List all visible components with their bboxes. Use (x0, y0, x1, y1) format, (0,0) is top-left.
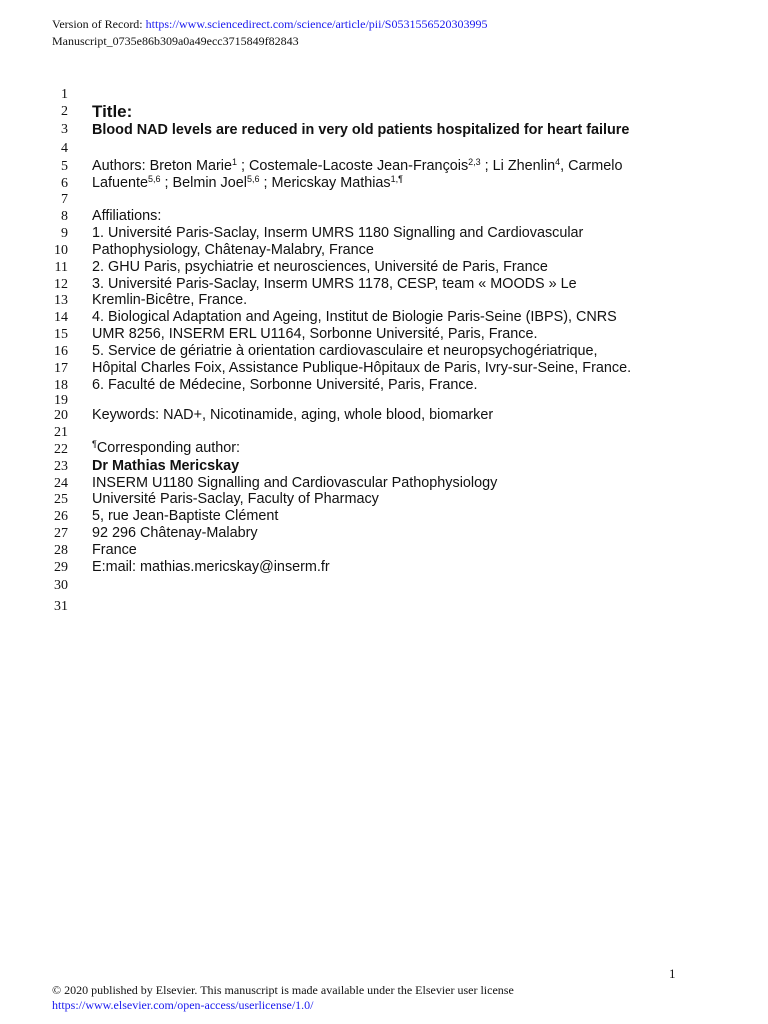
address-line: INSERM U1180 Signalling and Cardiovascular Pathophysiology (92, 475, 498, 491)
author-affiliation-sup: 5,6 (246, 174, 260, 184)
line-number: 10 (54, 243, 68, 258)
author-name: Mericskay Mathias (271, 175, 391, 191)
line-number: 5 (61, 159, 68, 174)
line-number: 20 (54, 408, 68, 423)
line-number: 15 (54, 327, 68, 342)
corresponding-mark: ¶ (92, 439, 97, 449)
line-number: 21 (54, 425, 68, 440)
author-separator: ; (160, 175, 173, 191)
line-number: 9 (61, 226, 68, 241)
author-name: Costemale-Lacoste Jean-François (249, 158, 469, 174)
line-number: 11 (54, 260, 68, 275)
address-line: 92 296 Châtenay-Malabry (92, 525, 258, 541)
keywords: Keywords: NAD+, Nicotinamide, aging, whole blood, biomarker (92, 407, 494, 423)
corresponding-author-label (92, 440, 240, 457)
author-affiliation-sup: 1 (231, 157, 237, 167)
line-number: 14 (54, 310, 68, 325)
affiliation-line: 6. Faculté de Médecine, Sorbonne Université, Paris, France. (92, 377, 478, 393)
line-number: 30 (54, 578, 68, 593)
author-affiliation-sup: 2,3 (468, 157, 481, 167)
line-number: 25 (54, 492, 68, 507)
corresponding-author-name: Dr Mathias Mericskay (92, 458, 240, 474)
address-line: Université Paris-Saclay, Faculty of Pharmacy (92, 491, 379, 507)
line-number: 26 (54, 509, 68, 524)
line-number: 12 (54, 277, 68, 292)
author-affiliation-sup: 4 (555, 157, 561, 167)
version-of-record-line (52, 17, 487, 31)
affiliation-line: 5. Service de gériatrie à orientation cardiovasculaire et neuropsychogériatrique, (92, 343, 598, 359)
affiliation-line: 3. Université Paris-Saclay, Inserm UMRS 1178, CESP, team « MOODS » Le (92, 276, 577, 292)
author-name: Belmin Joel (172, 175, 247, 191)
author-name: Breton Marie (149, 158, 232, 174)
author-separator: ; (237, 158, 249, 174)
line-number: 23 (54, 459, 68, 474)
line-number: 2 (61, 104, 68, 119)
line-number: 19 (54, 393, 68, 408)
line-number: 18 (54, 378, 68, 393)
authors-line-1 (92, 158, 622, 175)
address-line: France (92, 542, 137, 558)
line-number: 31 (54, 599, 68, 614)
affiliation-line: Hôpital Charles Foix, Assistance Publique-Hôpitaux de Paris, Ivry-sur-Seine, France. (92, 360, 632, 376)
line-number: 27 (54, 526, 68, 541)
affiliation-line: 4. Biological Adaptation and Ageing, Institut de Biologie Paris-Seine (IBPS), CNRS (92, 309, 617, 325)
copyright-notice: © 2020 published by Elsevier. This manuscript is made available under the Elsevier user license (52, 983, 514, 997)
version-of-record-link[interactable]: https://www.sciencedirect.com/science/article/pii/S0531556520303995 (145, 17, 488, 31)
line-number: 6 (61, 176, 68, 191)
version-of-record-label: Version of Record: (52, 17, 146, 31)
page-number: 1 (669, 966, 676, 981)
affiliation-line: 1. Université Paris-Saclay, Inserm UMRS 1180 Signalling and Cardiovascular (92, 225, 584, 241)
affiliation-line: Kremlin-Bicêtre, France. (92, 292, 248, 308)
line-number: 1 (61, 87, 68, 102)
authors-line-2 (92, 175, 403, 192)
author-separator: , (560, 158, 569, 174)
affiliation-line: Pathophysiology, Châtenay-Malabry, France (92, 242, 374, 258)
line-number: 22 (54, 442, 68, 457)
license-link[interactable]: https://www.elsevier.com/open-access/userlicense/1.0/ (52, 998, 314, 1012)
corresponding-label-text: Corresponding author: (96, 440, 241, 456)
email-line: E:mail: mathias.mericskay@inserm.fr (92, 559, 330, 575)
authors-label: Authors: (92, 158, 150, 174)
paper-title: Blood NAD levels are reduced in very old patients hospitalized for heart failure (92, 122, 630, 138)
line-number: 13 (54, 293, 68, 308)
manuscript-id: Manuscript_0735e86b309a0a49ecc3715849f82843 (52, 34, 299, 48)
line-number: 7 (61, 192, 68, 207)
line-number: 3 (61, 122, 68, 137)
author-separator: ; (480, 158, 493, 174)
author-name: Carmelo (568, 158, 623, 174)
line-number: 16 (54, 344, 68, 359)
line-number: 17 (54, 361, 68, 376)
line-number: 4 (61, 141, 68, 156)
author-affiliation-sup: 1,¶ (390, 174, 403, 184)
line-number: 29 (54, 560, 68, 575)
line-number: 24 (54, 476, 68, 491)
license-line (52, 998, 313, 1012)
affiliations-label: Affiliations: (92, 208, 162, 224)
title-label: Title: (92, 102, 133, 121)
affiliation-line: 2. GHU Paris, psychiatrie et neurosciences, Université de Paris, France (92, 259, 548, 275)
affiliation-line: UMR 8256, INSERM ERL U1164, Sorbonne Université, Paris, France. (92, 326, 538, 342)
line-number: 28 (54, 543, 68, 558)
author-affiliation-sup: 5,6 (148, 174, 161, 184)
author-name: Li Zhenlin (492, 158, 556, 174)
author-name: Lafuente (92, 175, 149, 191)
line-number: 8 (61, 209, 68, 224)
author-separator: ; (259, 175, 272, 191)
address-line: 5, rue Jean-Baptiste Clément (92, 508, 279, 524)
